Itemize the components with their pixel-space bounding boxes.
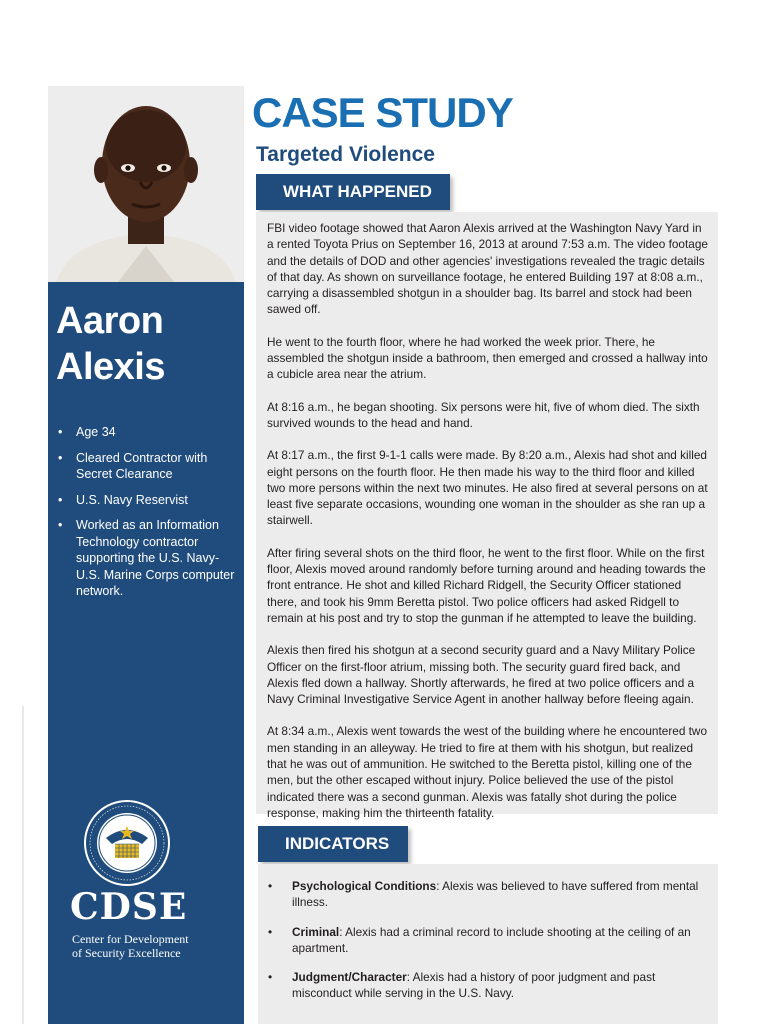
cdse-tagline: Center for Development of Security Excellence — [72, 932, 189, 960]
subject-facts-list — [54, 424, 240, 609]
fact-item: • Worked as an Information Technology contractor supporting the U.S. Navy-U.S. Marine Corps computer network. — [58, 518, 235, 598]
left-margin-line — [22, 706, 24, 1024]
bullet-icon: • — [58, 450, 63, 465]
page-subtitle: Targeted Violence — [256, 143, 435, 166]
bullet-icon: • — [58, 425, 63, 439]
indicator-label: Psychological Conditions — [292, 879, 437, 893]
narrative-paragraph: Alexis then fired his shotgun at a second security guard and a Navy Military Police Officer on the first-floor atrium, missing both. The security guard fired back, and Alexis fled down a hallway. Shortly afterwards, he fired at two police officers and a Navy Criminal Investigative Service Agent in another hallway before fleeing again. — [267, 643, 696, 707]
indicator-item — [262, 969, 714, 1002]
narrative-paragraph: At 8:16 a.m., he began shooting. Six persons were hit, five of whom died. The sixth survived wounds to the head and hand. — [267, 399, 700, 430]
portrait-image — [48, 86, 244, 282]
indicators-heading: INDICATORS — [258, 826, 408, 862]
narrative-paragraph: At 8:34 a.m., Alexis went towards the west of the building where he encountered two men standing in an alleyway. He tried to fire at them with his shotgun, but realized that he was out of ammunition. He switched to the Beretta pistol, killing one of the men, but the other escaped without injury. Police believed the use of the pistol indicated there was a second gunman. Alexis was fatally shot during the police response, making him the thirteenth fatality. — [267, 724, 708, 820]
fact-item: • Age 34 — [58, 425, 116, 439]
bullet-icon: • — [268, 879, 273, 893]
indicator-item — [262, 878, 714, 911]
subject-name — [56, 298, 236, 390]
indicator-item — [262, 924, 714, 957]
bullet-icon: • — [268, 924, 273, 939]
subject-photo — [48, 86, 244, 282]
page-title: CASE STUDY — [252, 89, 513, 136]
narrative-paragraph: At 8:17 a.m., the first 9-1-1 calls were made. By 8:20 a.m., Alexis had shot and killed eight persons on the fourth floor. He then made his way to the third floor and killed two more persons within the next two minutes. He also fired at several persons on at least five separate occasions, wounding one woman in the shoulder as she ran up a stairwell. — [267, 448, 708, 528]
agency-seal-icon — [84, 800, 170, 886]
indicators-list — [262, 878, 714, 1015]
indicator-text: : Alexis had a history of poor judgment and past misconduct while serving in the U.S. Navy. — [292, 970, 656, 1001]
indicator-label: Judgment/Character — [292, 970, 407, 985]
narrative-paragraph: FBI video footage showed that Aaron Alexis arrived at the Washington Navy Yard in a rented Toyota Prius on September 16, 2013 at around 7:53 a.m. The video footage and the details of DOD and other agencies' investigations revealed the tragic details of that day. As shown on surveillance footage, he entered Building 197 at 8:08 a.m., carrying a disassembled shotgun in a shoulder bag. Its barrel and stock had been sawed off. — [267, 221, 708, 317]
fact-item: • Cleared Contractor with Secret Clearance — [58, 450, 208, 481]
what-happened-panel — [256, 212, 718, 820]
subject-name-first: Aaron — [56, 300, 164, 342]
what-happened-heading: WHAT HAPPENED — [256, 174, 450, 210]
subject-name-last: Alexis — [56, 346, 165, 388]
indicator-text: : Alexis had a criminal record to include shooting at the ceiling of an apartment. — [292, 924, 691, 955]
bullet-icon: • — [58, 518, 63, 532]
bullet-icon: • — [268, 970, 273, 985]
fact-item: • U.S. Navy Reservist — [58, 492, 188, 507]
narrative-paragraph: After firing several shots on the third floor, he went to the first floor. While on the first floor, Alexis moved around randomly before turning around and heading towards the front entrance. He shot and killed Richard Ridgell, the Security Officer stationed there, and took his 9mm Beretta pistol. Two police officers had asked Ridgell to remain at his post and try to stop the gunman if he attempted to leave the building. — [267, 545, 706, 625]
cdse-logo: CDSE — [70, 886, 188, 928]
indicator-text: : Alexis was believed to have suffered from mental illness. — [292, 879, 699, 910]
bullet-icon: • — [58, 492, 63, 507]
indicator-label: Criminal — [292, 924, 340, 939]
narrative-paragraph: He went to the fourth floor, where he had worked the week prior. There, he assembled the shotgun inside a bathroom, then emerged and crossed a hallway into a cubicle area near the atrium. — [267, 334, 708, 382]
